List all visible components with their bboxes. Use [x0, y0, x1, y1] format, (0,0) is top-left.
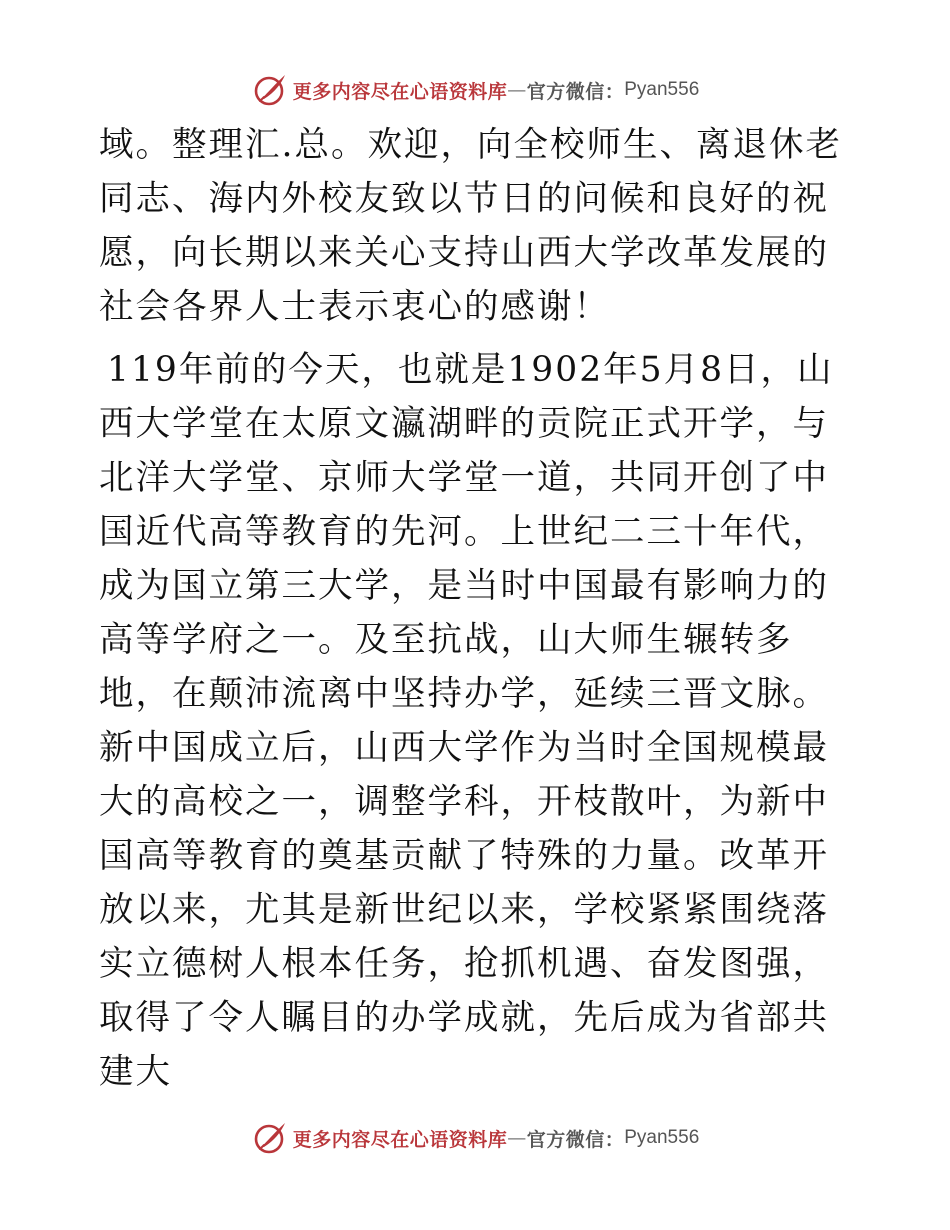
header-banner: [0, 70, 950, 110]
quill-pen-logo-icon: [251, 1120, 289, 1156]
body-paragraph-1: 域。整理汇.总。欢迎，向全校师生、离退休老同志、海内外校友致以节日的问候和良好的祝愿，向长期以来关心支持山西大学改革发展的社会各界人士表示衷心的感谢！: [99, 125, 842, 327]
banner-wechat-label: 官方微信：: [526, 80, 625, 103]
banner-wechat-id: Pyan556: [624, 79, 700, 100]
document-body: [99, 118, 851, 1099]
banner-dash: —: [507, 1127, 527, 1149]
banner-wechat-label: 官方微信：: [526, 1128, 625, 1151]
banner-main-text: 更多内容尽在心语资料库: [292, 1128, 508, 1151]
body-paragraph-2: 119年前的今天，也就是1902年5月8日，山西大学堂在太原文瀛湖畔的贡院正式开学，与北洋大学堂、京师大学堂一道，共同开创了中国近代高等教育的先河。上世纪二三十年代，成为国立第三大学，是当时中国最有影响力的高等学府之一。及至抗战，山大师生辗转多地，在颠沛流离中坚持办学，延续三晋文脉。新中国成立后，山西大学作为当时全国规模最大的高校之一，调整学科，开枝散叶，为新中国高等教育的奠基贡献了特殊的力量。改革开放以来，尤其是新世纪以来，学校紧紧围绕落实立德树人根本任务，抢抓机遇、奋发图强，取得了令人瞩目的办学成就，先后成为省部共建大: [99, 350, 834, 1092]
quill-pen-logo-icon: [251, 72, 289, 108]
banner-dash: —: [507, 79, 527, 101]
banner-wechat-id: Pyan556: [624, 1127, 700, 1148]
footer-banner: [0, 1118, 950, 1158]
banner-main-text: 更多内容尽在心语资料库: [292, 80, 508, 103]
